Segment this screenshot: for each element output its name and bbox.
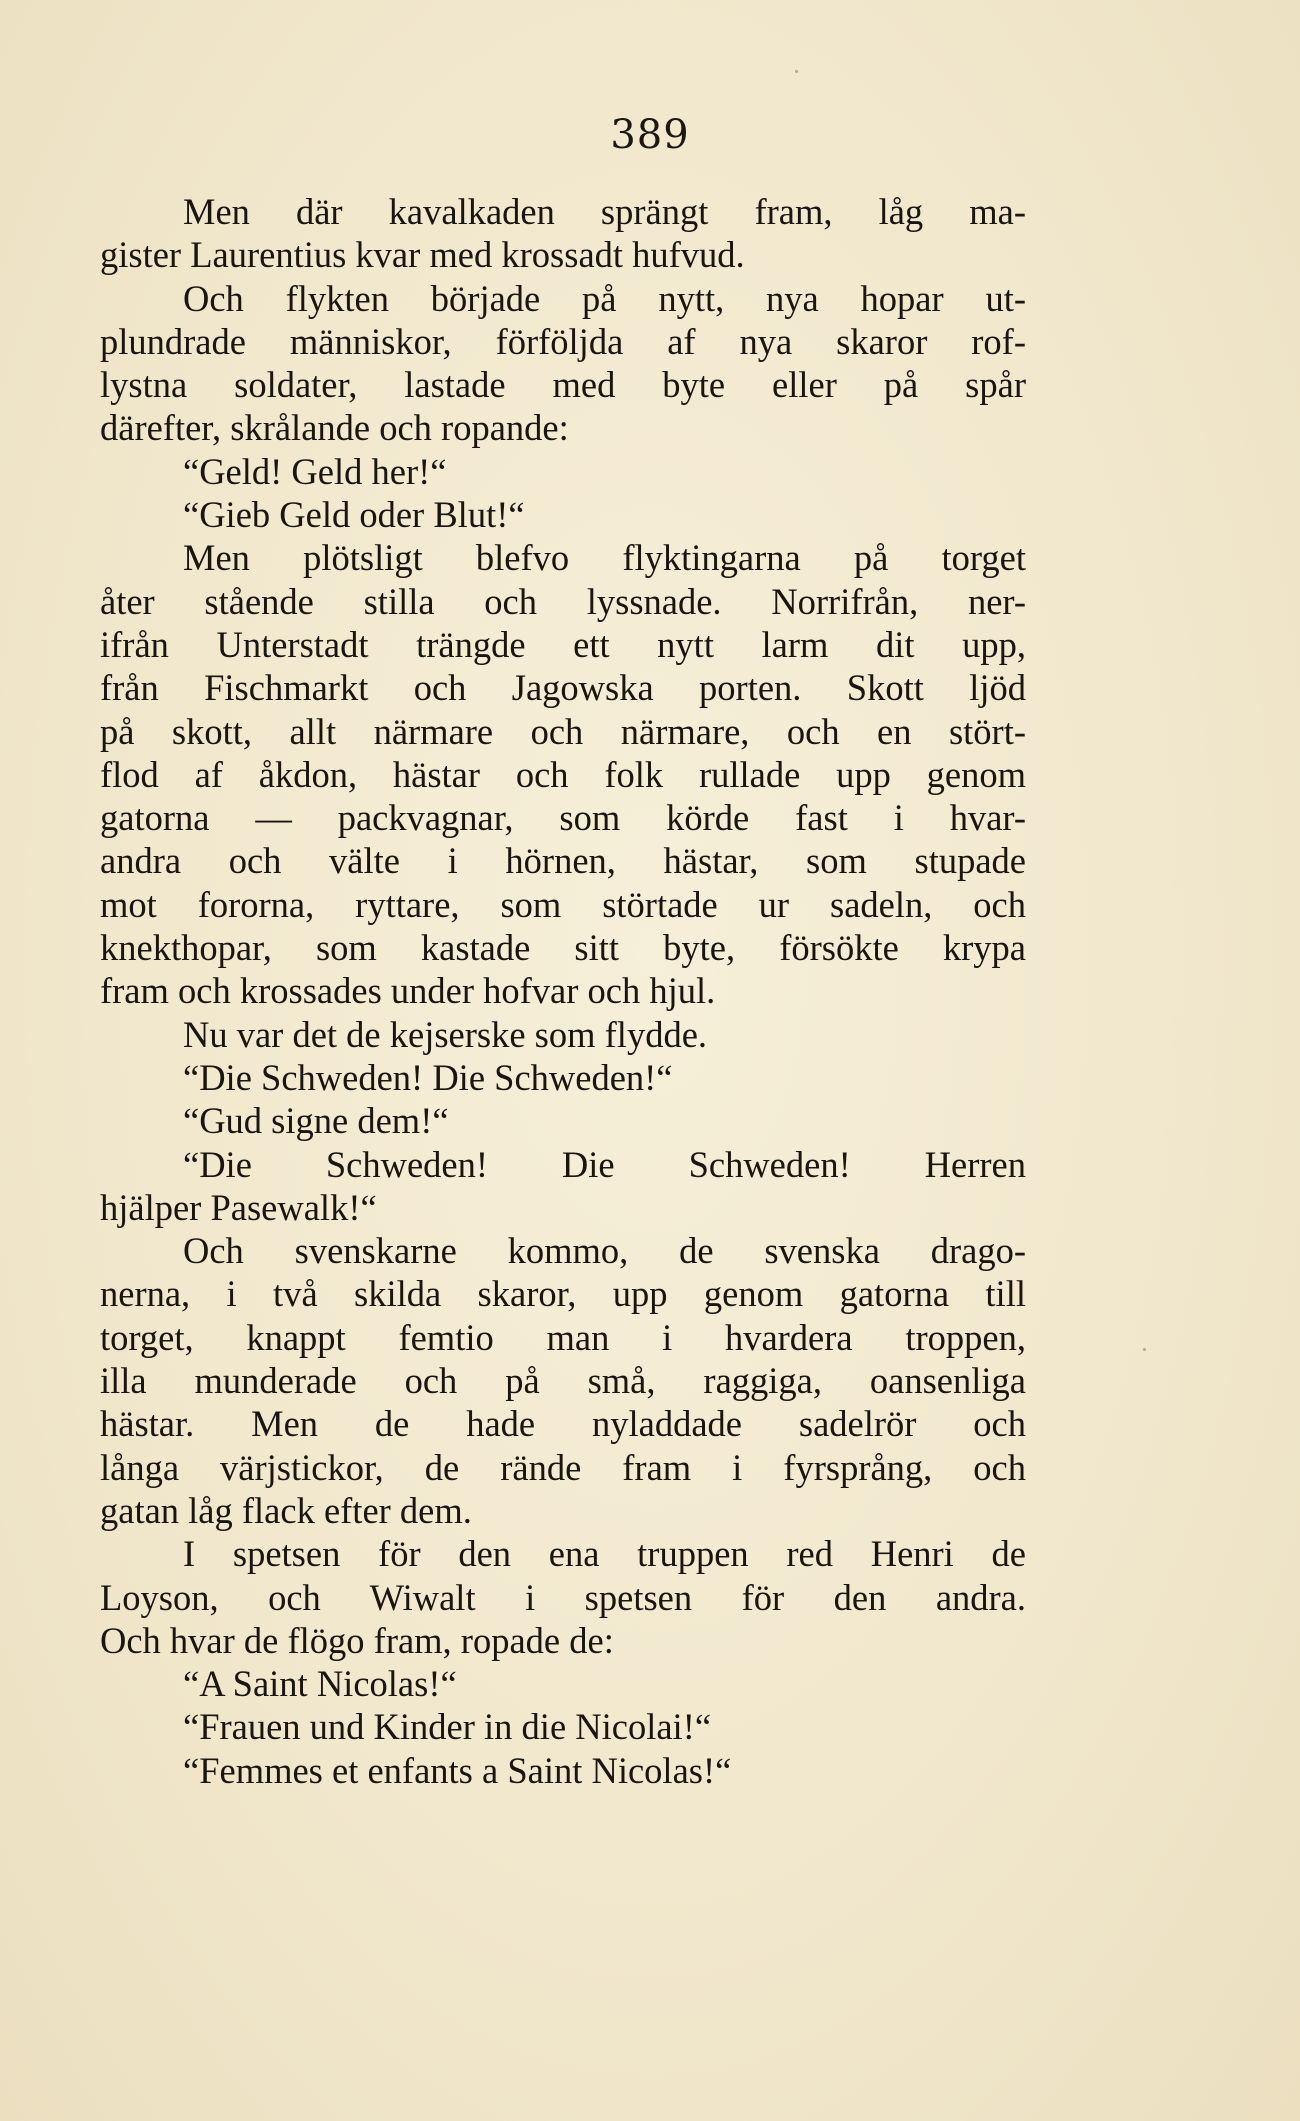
paper-speck bbox=[1143, 1348, 1146, 1351]
text-line: “Die Schweden! Die Schweden! Herren bbox=[183, 1143, 1026, 1185]
text-line: långa värjstickor, de rände fram i fyrsprång, och bbox=[100, 1446, 1026, 1488]
body-text bbox=[100, 190, 1026, 1792]
text-line: I spetsen för den ena truppen red Henri de bbox=[183, 1533, 1026, 1575]
text-line: därefter, skrålande och ropande: bbox=[100, 407, 569, 449]
text-line: Loyson, och Wiwalt i spetsen för den andra. bbox=[100, 1576, 1026, 1618]
text-line: Nu var det de kejserske som flydde. bbox=[183, 1013, 708, 1055]
text-line: “Gieb Geld oder Blut!“ bbox=[183, 494, 525, 536]
text-line: hästar. Men de hade nyladdade sadelrör och bbox=[100, 1403, 1026, 1445]
page-number: 389 bbox=[610, 112, 690, 158]
text-line: åter stående stilla och lyssnade. Norrifrån, ner- bbox=[100, 580, 1026, 622]
text-line: illa munderade och på små, raggiga, oansenliga bbox=[100, 1360, 1026, 1402]
text-line: gister Laurentius kvar med krossadt hufvud. bbox=[100, 234, 745, 276]
text-line: från Fischmarkt och Jagowska porten. Skott ljöd bbox=[100, 667, 1026, 709]
text-line: hjälper Pasewalk!“ bbox=[100, 1186, 377, 1228]
text-line: Och svenskarne kommo, de svenska drago- bbox=[183, 1230, 1026, 1272]
text-line: Men plötsligt blefvo flyktingarna på torget bbox=[183, 537, 1026, 579]
text-line: gatorna — packvagnar, som körde fast i hvar- bbox=[100, 797, 1026, 839]
text-line: Men där kavalkaden sprängt fram, låg ma- bbox=[183, 191, 1026, 232]
text-line: torget, knappt femtio man i hvardera troppen, bbox=[100, 1316, 1026, 1358]
text-line: ifrån Unterstadt trängde ett nytt larm dit upp, bbox=[100, 623, 1026, 665]
text-line: “Die Schweden! Die Schweden!“ bbox=[183, 1056, 673, 1098]
text-line: “Gud signe dem!“ bbox=[183, 1100, 449, 1142]
text-line: nerna, i två skilda skaror, upp genom gatorna till bbox=[100, 1273, 1026, 1315]
paper-speck bbox=[795, 70, 798, 73]
text-line: fram och krossades under hofvar och hjul. bbox=[100, 970, 716, 1012]
text-line: andra och välte i hörnen, hästar, som stupade bbox=[100, 840, 1026, 882]
text-line: “Femmes et enfants a Saint Nicolas!“ bbox=[183, 1749, 732, 1791]
text-line: på skott, allt närmare och närmare, och en stört- bbox=[100, 710, 1026, 752]
text-line: plundrade människor, förföljda af nya skaror rof- bbox=[100, 320, 1026, 362]
text-line: lystna soldater, lastade med byte eller på spår bbox=[100, 364, 1026, 406]
text-line: Och hvar de flögo fram, ropade de: bbox=[100, 1619, 614, 1661]
text-line: Och flykten började på nytt, nya hopar ut- bbox=[183, 277, 1026, 319]
text-line: knekthopar, som kastade sitt byte, försökte krypa bbox=[100, 927, 1026, 969]
text-line: “Geld! Geld her!“ bbox=[183, 450, 447, 492]
text-line: “A Saint Nicolas!“ bbox=[183, 1663, 457, 1705]
text-line: gatan låg flack efter dem. bbox=[100, 1489, 472, 1531]
text-line: “Frauen und Kinder in die Nicolai!“ bbox=[183, 1706, 712, 1748]
text-line: mot fororna, ryttare, som störtade ur sadeln, och bbox=[100, 883, 1026, 925]
text-line: flod af åkdon, hästar och folk rullade upp genom bbox=[100, 753, 1026, 795]
